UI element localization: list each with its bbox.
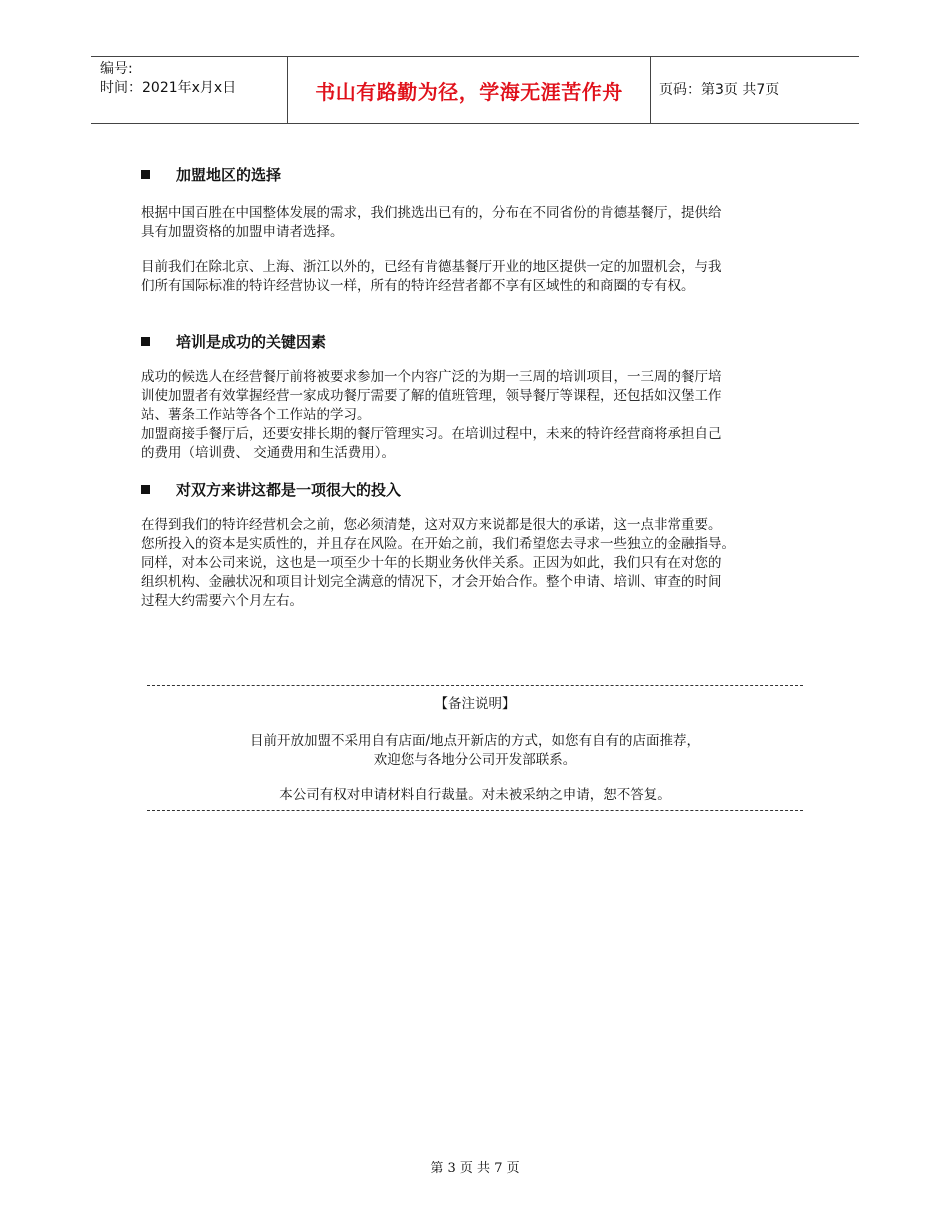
note-line: 目前开放加盟不采用自有店面/地点开新店的方式，如您有自有的店面推荐， (249, 733, 701, 749)
page-header (91, 56, 859, 124)
square-bullet-icon (141, 485, 150, 494)
paragraph: 目前我们在除北京、上海、浙江以外的，已经有肯德基餐厅开业的地区提供一定的加盟机会，与我 们所有国际标准的特许经营协议一样，所有的特许经营者都不享有区域性的和商圈的专有权。 (141, 259, 722, 294)
document-date-label: 时间：2021年x月x日 (100, 80, 237, 96)
document-number-label: 编号: (100, 61, 133, 77)
header-meta (100, 60, 236, 98)
note-line: 欢迎您与各地分公司开发部联系。 (373, 752, 577, 768)
paragraph: 根据中国百胜在中国整体发展的需求，我们挑选出已有的，分布在不同省份的肯德基餐厅，提供给 具有加盟资格的加盟申请者选择。 (141, 205, 722, 240)
section-title-investment: 对双方来讲这都是一项很大的投入 (141, 479, 401, 500)
header-page-number: 页码：第3页 共7页 (659, 82, 780, 98)
divider-dashed-bottom (147, 810, 803, 811)
note-line: 本公司有权对申请材料自行裁量。对未被采纳之申请，恕不答复。 (279, 787, 671, 803)
page-footer: 第 3 页 共 7 页 (430, 1161, 520, 1176)
paragraph: 成功的候选人在经营餐厅前将被要求参加一个内容广泛的为期一三周的培训项目，一三周的餐厅培 训使加盟者有效掌握经营一家成功餐厅需要了解的值班管理，领导餐厅等课程，还包括如汉堡工作 站、薯条工作站等各个工作站的学习。 加盟商接手餐厅后，还要安排长期的餐厅管理实习。在培训过程中，未来的特许经营商将承担自己 的费用（培训费、 交通费用和生活费用）。 (141, 369, 722, 461)
section-title-training: 培训是成功的关键因素 (141, 331, 326, 352)
square-bullet-icon (141, 337, 150, 346)
section-title-region: 加盟地区的选择 (141, 164, 281, 185)
square-bullet-icon (141, 170, 150, 179)
note-title: 【备注说明】 (434, 696, 516, 712)
header-motto: 书山有路勤为径，学海无涯苦作舟 (287, 57, 651, 123)
divider-dashed-top (147, 685, 803, 686)
paragraph: 在得到我们的特许经营机会之前，您必须清楚，这对双方来说都是很大的承诺，这一点非常重要。 您所投入的资本是实质性的，并且存在风险。在开始之前，我们希望您去寻求一些独立的金融指导。 同样，对本公司来说，这也是一项至少十年的长期业务伙伴关系。正因为如此，我们只有在对您的 组织机构、金融状况和项目计划完全满意的情况下，才会开始合作。整个申请、培训、审查的时间 过程大约需要六个月左右。 (141, 517, 735, 609)
